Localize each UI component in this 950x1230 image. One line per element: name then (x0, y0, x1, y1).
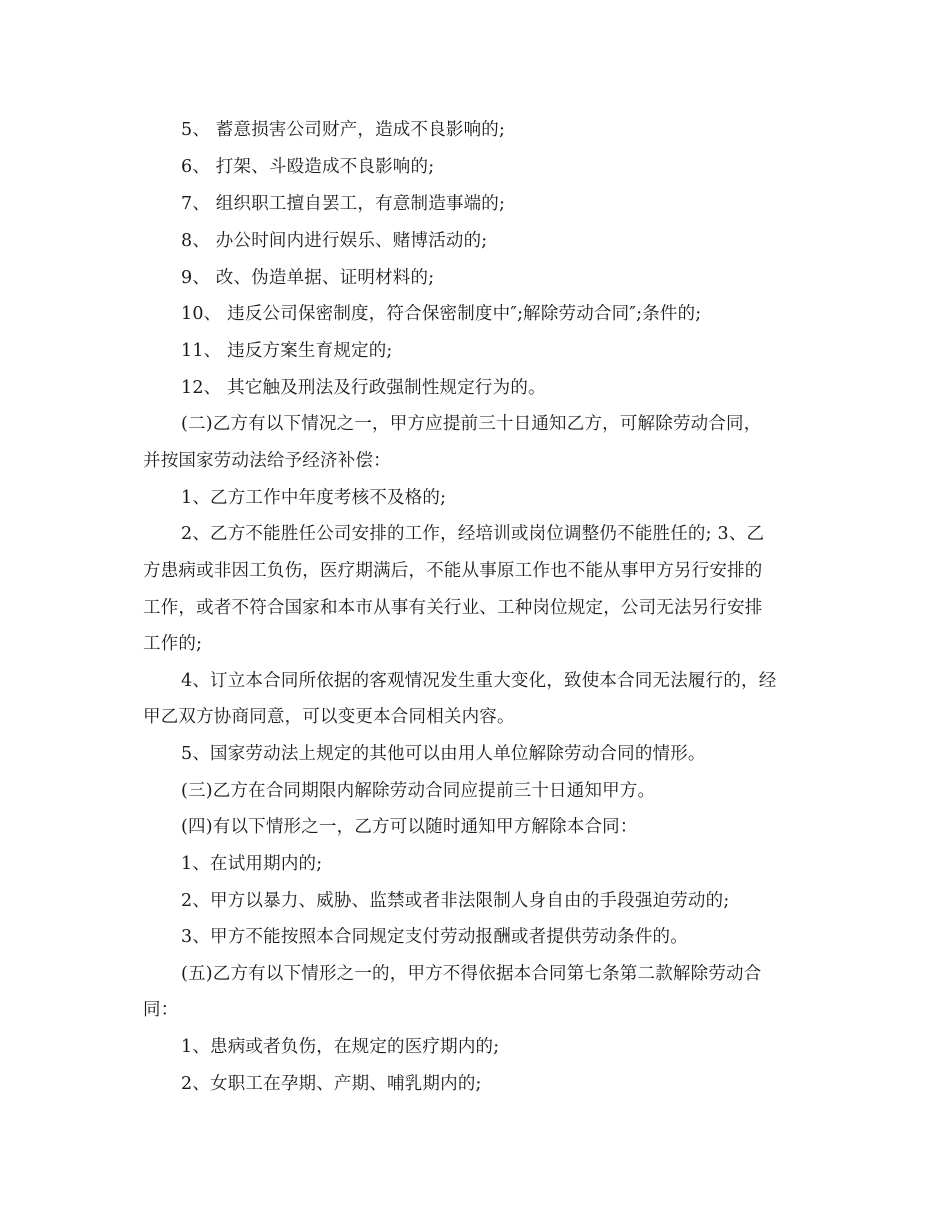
section-2-item-5: 5、国家劳动法上规定的其他可以由用人单位解除劳动合同的情形。 (181, 744, 706, 764)
section-4-item-3: 3、甲方不能按照本合同规定支付劳动报酬或者提供劳动条件的。 (181, 927, 688, 947)
section-2-heading: (二)乙方有以下情况之一，甲方应提前三十日通知乙方，可解除劳动合同， (181, 414, 762, 434)
section-5-heading-cont: 同： (143, 1000, 179, 1020)
section-2-heading-cont: 并按国家劳动法给予经济补偿： (143, 451, 391, 471)
section-2-item-1: 1、乙方工作中年度考核不及格的; (181, 488, 447, 508)
section-3-heading: (三)乙方在合同期限内解除劳动合同应提前三十日通知甲方。 (181, 781, 656, 801)
section-2-item-2: 2、乙方不能胜任公司安排的工作，经培训或岗位调整仍不能胜任的; 3、乙 (181, 524, 765, 544)
clause-9: 9、 改、伪造单据、证明材料的; (181, 268, 435, 288)
clause-7: 7、 组织职工擅自罢工，有意制造事端的; (181, 194, 506, 214)
section-4-item-2: 2、甲方以暴力、威胁、监禁或者非法限制人身自由的手段强迫劳动的; (181, 891, 730, 911)
section-2-item-4: 4、订立本合同所依据的客观情况发生重大变化，致使本合同无法履行的，经 (181, 671, 777, 691)
section-2-item-3: 方患病或非因工负伤，医疗期满后，不能从事原工作也不能从事甲方另行安排的 (143, 561, 763, 581)
section-2-item-3-end: 工作的; (143, 634, 203, 654)
clause-10: 10、 违反公司保密制度，符合保密制度中″;解除劳动合同″;条件的; (181, 304, 702, 324)
section-2-item-3-cont: 工作，或者不符合国家和本市从事有关行业、工种岗位规定，公司无法另行安排 (143, 598, 763, 618)
section-2-item-4-cont: 甲乙双方协商同意，可以变更本合同相关内容。 (143, 707, 515, 727)
clause-5: 5、 蓄意损害公司财产，造成不良影响的; (181, 120, 506, 140)
section-4-heading: (四)有以下情形之一，乙方可以随时通知甲方解除本合同： (181, 817, 638, 837)
clause-12: 12、 其它触及刑法及行政强制性规定行为的。 (181, 378, 546, 398)
clause-8: 8、 办公时间内进行娱乐、赌博活动的; (181, 231, 488, 251)
clause-11: 11、 违反方案生育规定的; (181, 341, 393, 361)
section-5-item-1: 1、患病或者负伤，在规定的医疗期内的; (181, 1037, 500, 1057)
section-5-item-2: 2、女职工在孕期、产期、哺乳期内的; (181, 1074, 482, 1094)
clause-6: 6、 打架、斗殴造成不良影响的; (181, 157, 435, 177)
section-4-item-1: 1、在试用期内的; (181, 854, 323, 874)
section-5-heading: (五)乙方有以下情形之一的，甲方不得依据本合同第七条第二款解除劳动合 (181, 964, 762, 984)
